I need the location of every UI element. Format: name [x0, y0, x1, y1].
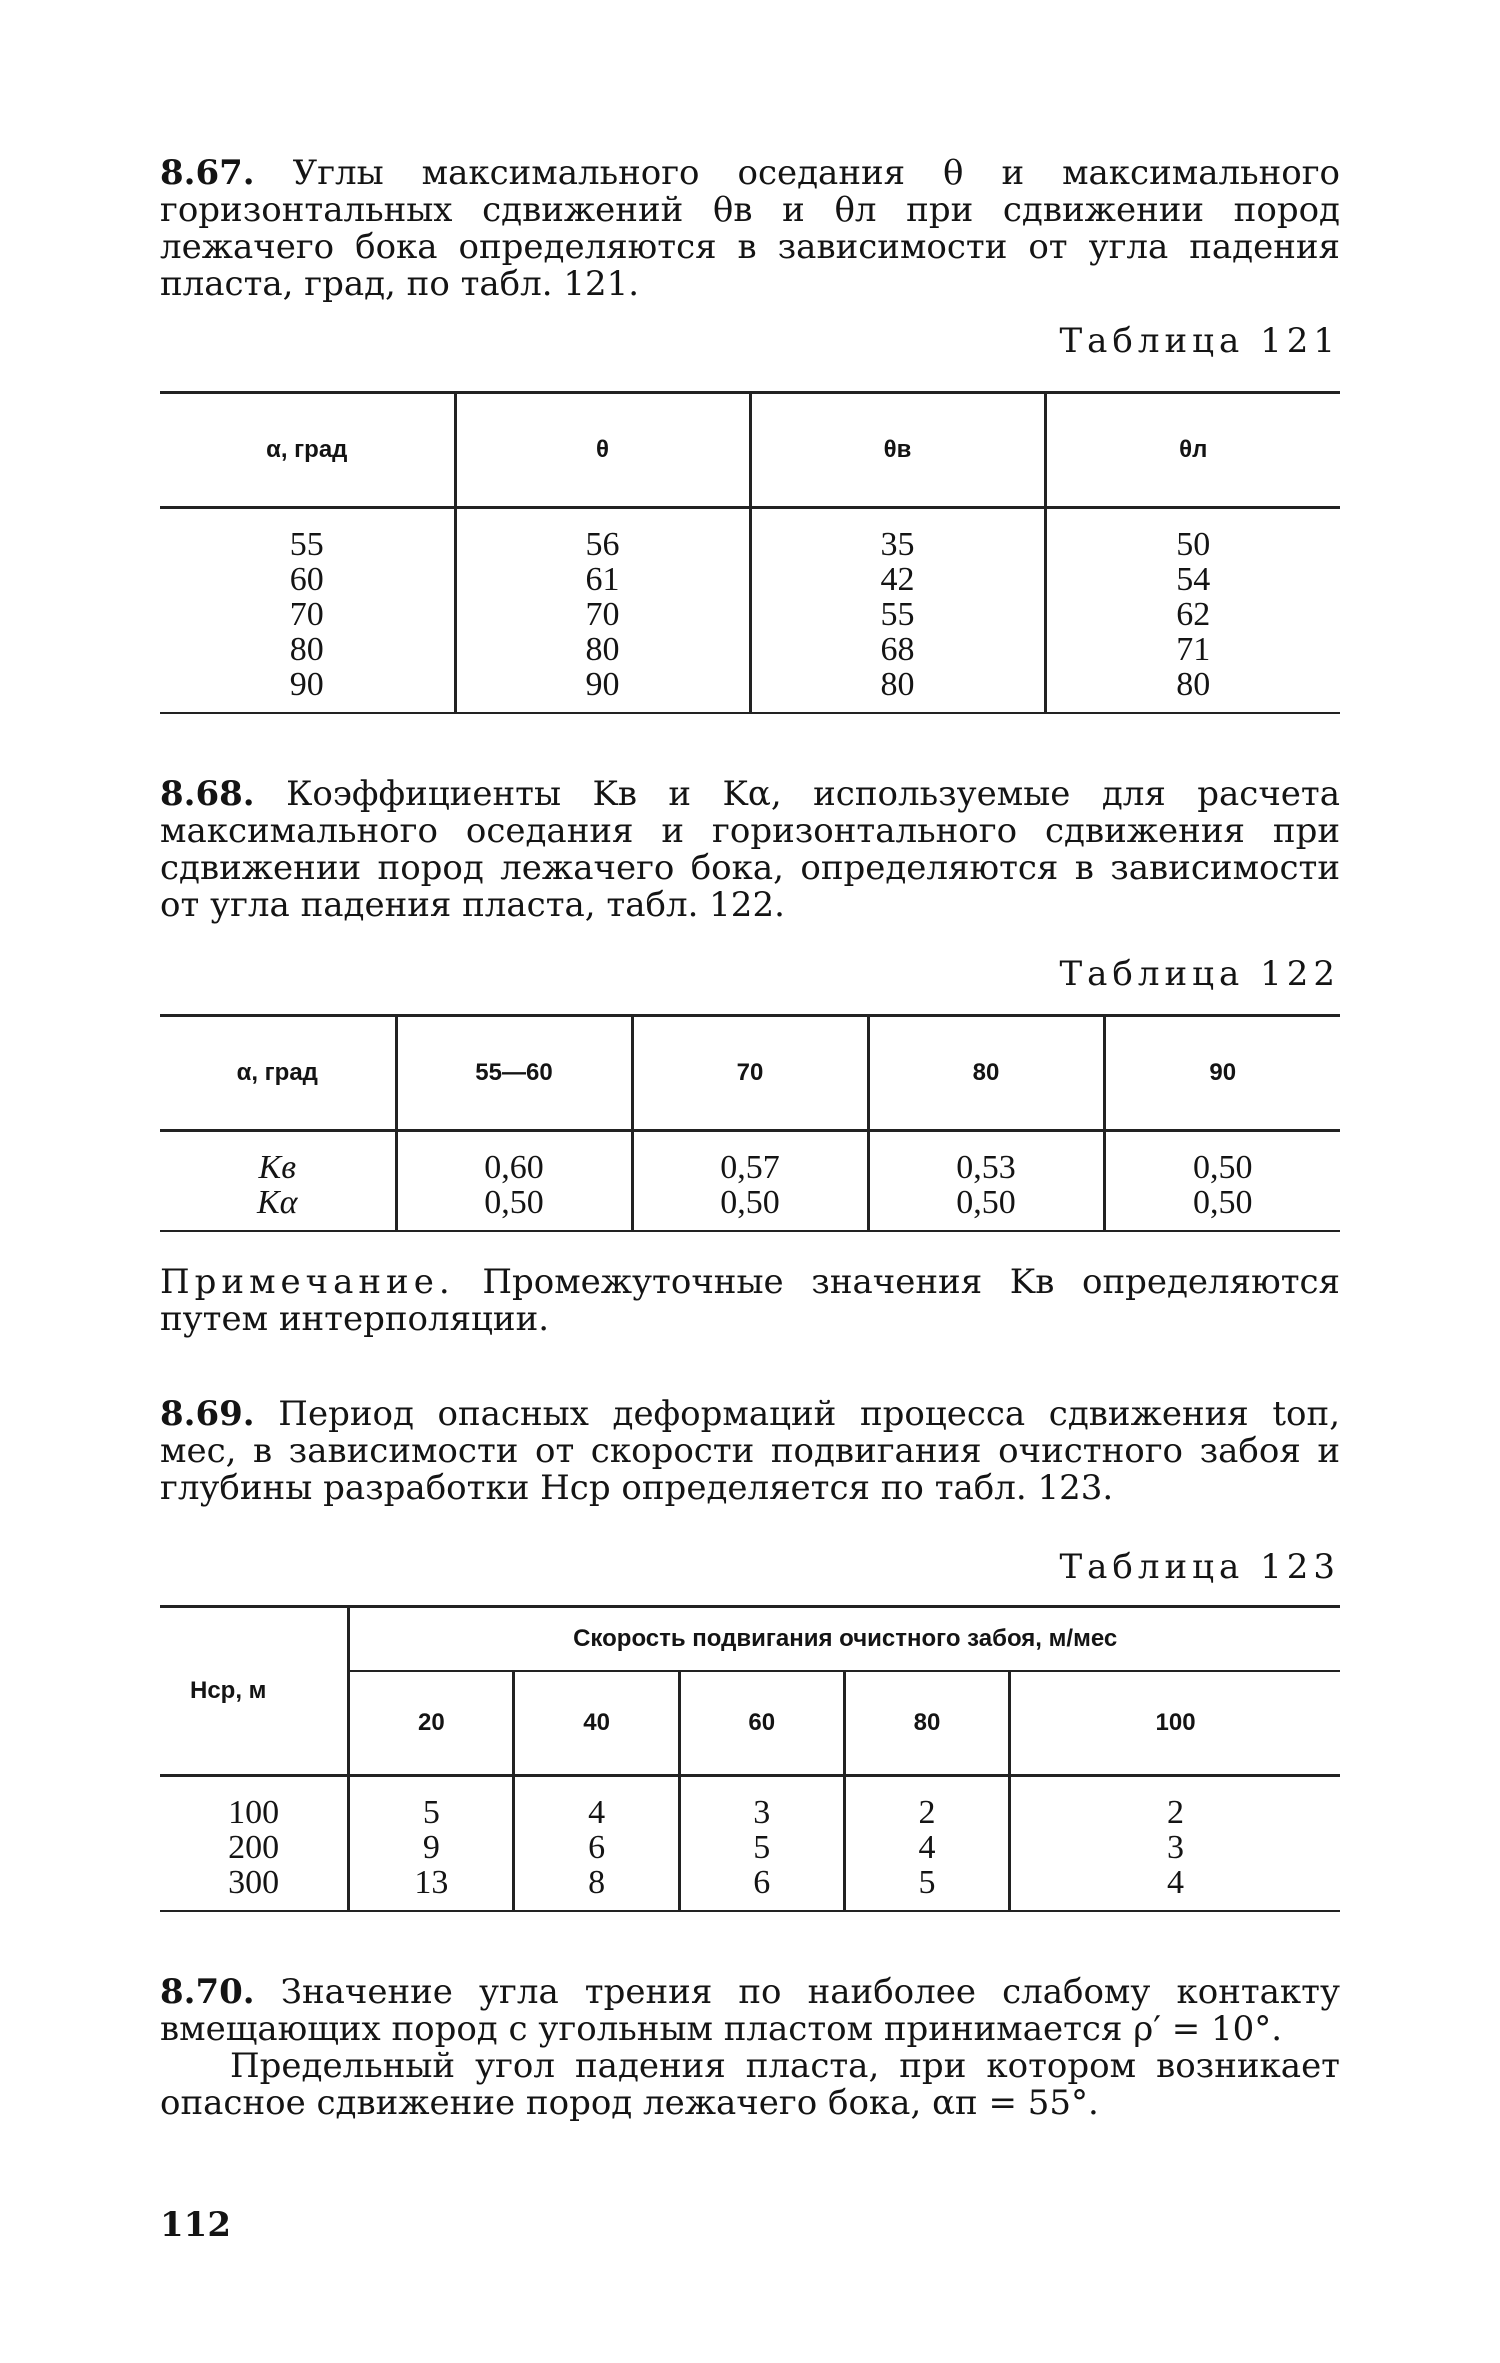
table-122-note	[160, 1264, 1340, 1338]
column-coefficient	[160, 1131, 396, 1232]
table-row	[160, 1776, 1340, 1912]
paragraph-text: Углы максимального оседания θ и максимального горизонтальных сдвижений θв и θл при сдвижении пород лежачего бока определяются в зависимости от угла падения пласта, град, по табл. 121.	[160, 153, 1340, 304]
paragraph-number: 8.67.	[160, 153, 255, 193]
paragraph-text: Коэффициенты Kв и Kα, используемые для расчета максимального оседания и горизонтального сдвижения при сдвижении пород лежачего бока, определяются в зависимости от угла падения пласта, табл. 122.	[160, 774, 1340, 925]
cell: 8	[588, 1864, 606, 1901]
cell: 5	[422, 1794, 440, 1831]
header-cell: 90	[1104, 1016, 1340, 1131]
paragraph-text: Значение угла трения по наиболее слабому контакту вмещающих пород с угольным пластом принимается ρ′ = 10°.	[160, 1972, 1340, 2049]
column-80	[844, 1776, 1009, 1912]
cell: 61	[585, 561, 620, 598]
cell: 200	[228, 1829, 280, 1866]
table-row	[160, 1131, 1340, 1232]
cell: 0,60	[484, 1149, 544, 1186]
cell: 62	[1176, 596, 1211, 633]
group-header-cell: Скорость подвигания очистного забоя, м/мес	[349, 1607, 1340, 1672]
header-cell: θ	[455, 393, 750, 508]
paragraph-number: 8.68.	[160, 774, 255, 814]
paragraph-8-70-continued: Предельный угол падения пласта, при котором возникает опасное сдвижение пород лежачего бока, αп = 55°.	[160, 2046, 1340, 2123]
cell: 5	[918, 1864, 936, 1901]
cell: 0,50	[1193, 1184, 1253, 1221]
paragraph-8-68	[160, 776, 1340, 924]
header-cell: 55—60	[396, 1016, 632, 1131]
cell: 0,57	[720, 1149, 780, 1186]
cell: 0,50	[720, 1184, 780, 1221]
column-60	[679, 1776, 844, 1912]
column-theta	[455, 508, 750, 714]
table-122	[160, 1014, 1340, 1232]
cell: 0,50	[956, 1184, 1016, 1221]
column-70	[632, 1131, 868, 1232]
cell: 13	[414, 1864, 449, 1901]
table-row	[160, 508, 1340, 714]
page-number: 112	[160, 2205, 231, 2245]
cell: 0,53	[956, 1149, 1016, 1186]
column-100	[1010, 1776, 1340, 1912]
header-cell: θл	[1045, 393, 1340, 508]
cell: 55	[289, 526, 324, 563]
cell: 90	[289, 666, 324, 703]
table-123-caption: Таблица 123	[1059, 1547, 1340, 1587]
cell: 3	[1167, 1829, 1185, 1866]
cell: 0,50	[484, 1184, 544, 1221]
cell: 55	[880, 596, 915, 633]
table-header-row	[160, 393, 1340, 508]
cell: 300	[228, 1864, 280, 1901]
column-80	[868, 1131, 1104, 1232]
cell: 4	[1167, 1864, 1185, 1901]
cell: 35	[880, 526, 915, 563]
page-content	[160, 155, 1340, 2122]
cell: 9	[422, 1829, 440, 1866]
cell: 68	[880, 631, 915, 668]
cell: Kв	[258, 1149, 296, 1186]
cell: 56	[585, 526, 620, 563]
header-cell: θв	[750, 393, 1045, 508]
cell: 60	[289, 561, 324, 598]
cell: 71	[1176, 631, 1211, 668]
cell: 2	[1167, 1794, 1185, 1831]
cell: 80	[585, 631, 620, 668]
paragraph-8-69	[160, 1396, 1340, 1507]
header-cell: 100	[1010, 1671, 1340, 1776]
paragraph-8-67	[160, 155, 1340, 303]
table-123	[160, 1605, 1340, 1912]
column-theta-v	[750, 508, 1045, 714]
header-cell: 80	[844, 1671, 1009, 1776]
header-cell: 80	[868, 1016, 1104, 1131]
cell: 0,50	[1193, 1149, 1253, 1186]
table-header-row	[160, 1607, 1340, 1672]
note-label: Примечание.	[160, 1262, 455, 1302]
column-40	[514, 1776, 679, 1912]
cell: 70	[585, 596, 620, 633]
cell: 90	[585, 666, 620, 703]
column-20	[349, 1776, 514, 1912]
cell: 6	[753, 1864, 771, 1901]
cell: 50	[1176, 526, 1211, 563]
cell: 80	[289, 631, 324, 668]
cell: 70	[289, 596, 324, 633]
table-121	[160, 391, 1340, 714]
cell: 42	[880, 561, 915, 598]
paragraph-8-70	[160, 1974, 1340, 2048]
column-55-60	[396, 1131, 632, 1232]
row-header-cell: Hср, м	[160, 1607, 349, 1776]
paragraph-number: 8.69.	[160, 1394, 255, 1434]
column-90	[1104, 1131, 1340, 1232]
cell: 5	[753, 1829, 771, 1866]
cell: Kα	[256, 1184, 298, 1221]
header-cell: 60	[679, 1671, 844, 1776]
paragraph-text: Период опасных деформаций процесса сдвижения tоп, мес, в зависимости от скорости подвигания очистного забоя и глубины разработки Hср определяется по табл. 123.	[160, 1394, 1340, 1508]
paragraph-number: 8.70.	[160, 1972, 255, 2012]
cell: 3	[753, 1794, 771, 1831]
note-text: Промежуточные значения Kв определяются путем интерполяции.	[160, 1262, 1340, 1339]
cell: 80	[1176, 666, 1211, 703]
cell: 4	[918, 1829, 936, 1866]
cell: 80	[880, 666, 915, 703]
cell: 6	[588, 1829, 606, 1866]
table-header-row	[160, 1016, 1340, 1131]
header-cell: 20	[349, 1671, 514, 1776]
cell: 4	[588, 1794, 606, 1831]
cell: 100	[228, 1794, 280, 1831]
header-cell: α, град	[160, 1016, 396, 1131]
header-cell: 70	[632, 1016, 868, 1131]
table-122-caption: Таблица 122	[1059, 954, 1340, 994]
cell: 54	[1176, 561, 1211, 598]
column-alpha	[160, 508, 455, 714]
column-depth	[160, 1776, 349, 1912]
header-cell: 40	[514, 1671, 679, 1776]
header-cell: α, град	[160, 393, 455, 508]
table-121-caption: Таблица 121	[1059, 321, 1340, 361]
column-theta-l	[1045, 508, 1340, 714]
cell: 2	[918, 1794, 936, 1831]
